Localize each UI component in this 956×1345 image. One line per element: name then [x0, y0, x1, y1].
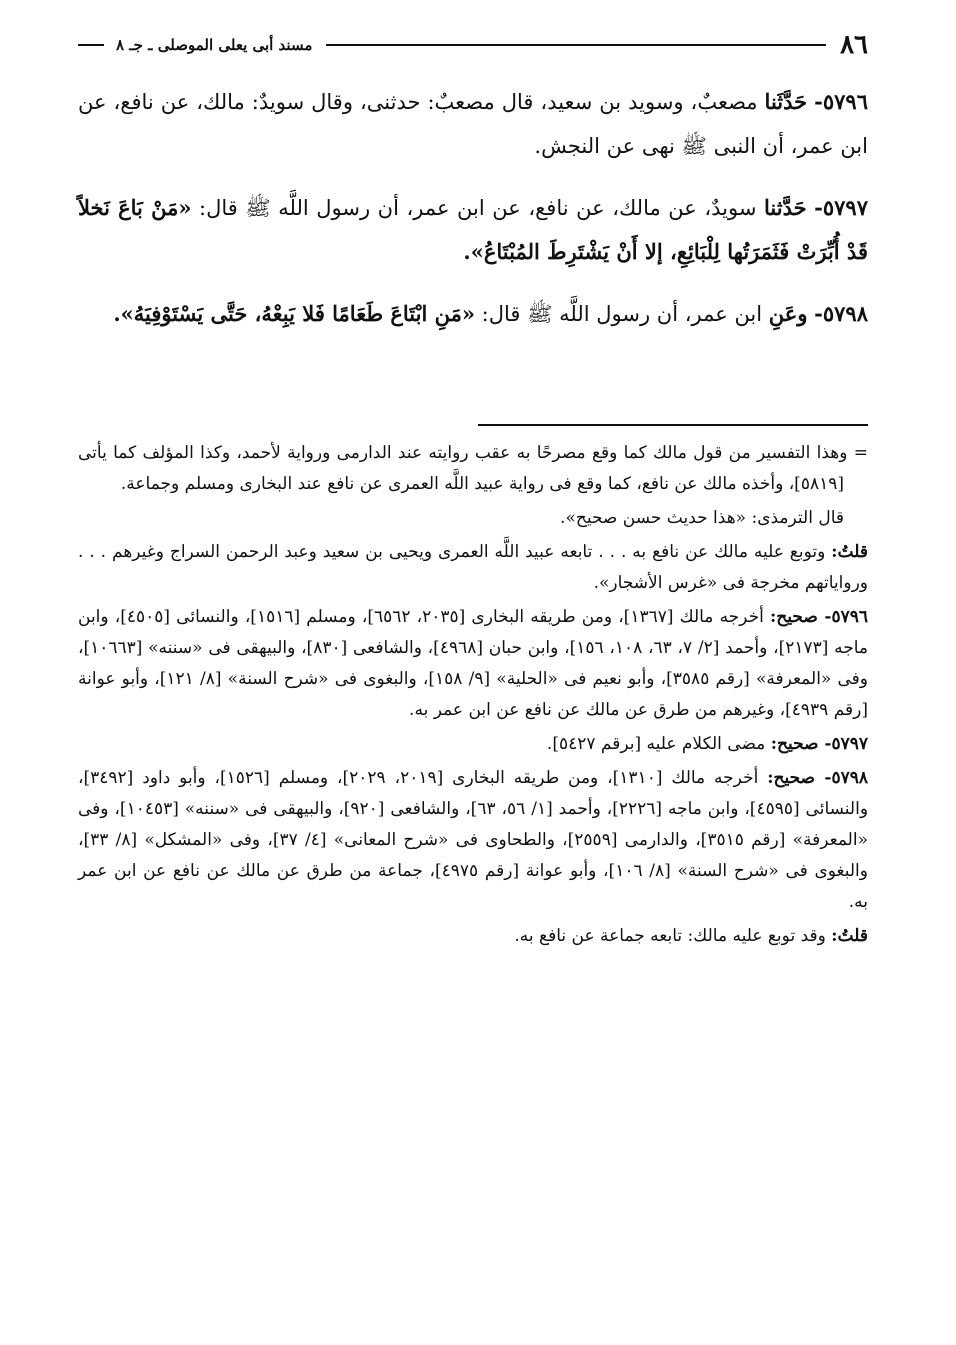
note-label: ٥٧٩٨- صحيح: [767, 768, 868, 788]
hadith-5796: ٥٧٩٦- حَدَّثَنا مصعبٌ، وسويد بن سعيد، قال مصعبٌ: حدثنى، وقال سويدٌ: مالك، عن نافع، عن ابن عمر، أن النبى ﷺ نهى عن النجش. [78, 89, 868, 158]
header-rule [326, 44, 826, 46]
running-title: مسند أبى يعلى الموصلى ـ جـ ٨ [116, 36, 313, 54]
note-qultu-2 [78, 921, 868, 952]
main-text [78, 80, 868, 354]
hadith-quote: «مَنِ ابْتَاعَ طَعَامًا فَلا يَبِعْهُ، حَتَّى يَسْتَوْفِيَهُ». [113, 301, 475, 326]
note-label: ٥٧٩٦- صحيح: [769, 607, 869, 627]
hadith-text: ابن عمر، أن رسول اللَّه ﷺ قال: [481, 302, 763, 326]
note-continuation: = وهذا التفسير من قول مالك كما وقع مصرحًا به عقب روايته عند الدارمى ورواية لأحمد، وكذا المؤلف كما يأتى [٥٨١٩]، وأخذه مالك عن نافع، كما وقع فى رواية عبيد اللَّه العمرى عن نافع عند البخارى ومسلم وجماعة. [78, 443, 868, 494]
hadith-quote: «مَنْ بَاعَ نَخلاً قَدْ أُبِّرَتْ فَثَمَرَتُها لِلْبَائِعِ، إلا أَنْ يَشْتَرِطَ المُبْتَاعُ». [78, 195, 868, 264]
footnotes [78, 438, 868, 955]
note-label: قلتُ: [831, 926, 868, 946]
note-text: مضى الكلام عليه [برقم ٥٤٢٧]. [546, 734, 766, 754]
hadith-text: سويدٌ، عن مالك، عن نافع، عن ابن عمر، أن رسول اللَّه ﷺ قال: [199, 196, 757, 220]
page-header [78, 30, 868, 60]
hadith-number: ٥٧٩٦ [822, 89, 868, 114]
note-text: وقد توبع عليه مالك: تابعه جماعة عن نافع به. [514, 926, 826, 946]
hadith-opening: وعَنِ [768, 301, 808, 326]
note-5798 [78, 763, 868, 918]
hadith-5797: ٥٧٩٧- حَدَّثنا سويدٌ، عن مالك، عن نافع، عن ابن عمر، أن رسول اللَّه ﷺ قال: «مَنْ بَاعَ نَخلاً قَدْ أُبِّرَتْ فَثَمَرَتُها لِلْبَائِعِ، إلا أَنْ يَشْتَرِطَ المُبْتَاعُ». [78, 195, 868, 264]
hadith-number: ٥٧٩٨ [822, 301, 868, 326]
note-5796 [78, 602, 868, 726]
hadith-opening: حَدَّثنا [764, 195, 807, 220]
footnote-separator [478, 424, 868, 426]
note-text: وتوبع عليه مالك عن نافع به . . . تابعه عبيد اللَّه العمرى ويحيى بن سعيد وعبد الرحمن السراج وغيرهم . . . ورواياتهم مخرجة فى «غرس الأشجار». [78, 542, 868, 593]
note-label: ٥٧٩٧- صحيح: [770, 734, 868, 754]
hadith-text: مصعبٌ، وسويد بن سعيد، قال مصعبٌ: حدثنى، وقال سويدٌ: مالك، عن نافع، عن ابن عمر، أن النبى ﷺ نهى عن النجش. [78, 90, 868, 158]
hadith-number: ٥٧٩٧ [822, 195, 868, 220]
header-dash [78, 44, 104, 46]
note-text: أخرجه مالك [١٣١٠]، ومن طريقه البخارى [٢٠١٩، ٢٠٢٩]، ومسلم [١٥٢٦]، وأبو داود [٣٤٩٢]، والنسائى [٤٥٩٥]، وابن ماجه [٢٢٢٦]، وأحمد [١/ ٥٦، ٦٣]، والشافعى [٩٢٠]، والبيهقى فى «سننه» [١٠٤٥٣]، وفى «المعرفة» [رقم ٣٥١٥]، والدارمى [٢٥٥٩]، والطحاوى فى «شرح المعانى» [٤/ ٣٧]، وفى «المشكل» [٨/ ٣٣]، والبغوى فى «شرح السنة» [٨/ ١٠٦]، وأبو عوانة [رقم ٤٩٧٥]، جماعة من طرق عن مالك عن نافع عن ابن عمر به. [78, 768, 869, 912]
note-qultu-1 [78, 537, 868, 599]
note-tirmidhi: قال الترمذى: «هذا حديث حسن صحيح». [560, 508, 844, 528]
hadith-5798: ٥٧٩٨- وعَنِ ابن عمر، أن رسول اللَّه ﷺ قال: «مَنِ ابْتَاعَ طَعَامًا فَلا يَبِعْهُ، حَتَّى يَسْتَوْفِيَهُ». [113, 301, 868, 326]
note-text: أخرجه مالك [١٣٦٧]، ومن طريقه البخارى [٢٠٣٥، ٦٥٦٢]، ومسلم [١٥١٦]، والنسائى [٤٥٠٥]، وابن ماجه [٢١٧٣]، وأحمد [٢/ ٧، ٦٣، ١٠٨، ١٥٦]، وابن حبان [٤٩٦٨]، والشافعى [٨٣٠]، والبيهقى فى «سننه» [١٠٦٦٣]، وفى «المعرفة» [رقم ٣٥٨٥]، وأبو نعيم فى «الحلية» [٩/ ١٥٨]، والبغوى فى «شرح السنة» [٨/ ١٢١]، وأبو عوانة [رقم ٤٩٣٩]، وغيرهم من طرق عن مالك عن نافع عن ابن عمر به. [78, 607, 869, 720]
note-5797 [78, 729, 868, 760]
hadith-opening: حَدَّثَنا [764, 89, 808, 114]
note-label: قلتُ: [831, 542, 869, 562]
page-number: ٨٦ [840, 30, 868, 60]
